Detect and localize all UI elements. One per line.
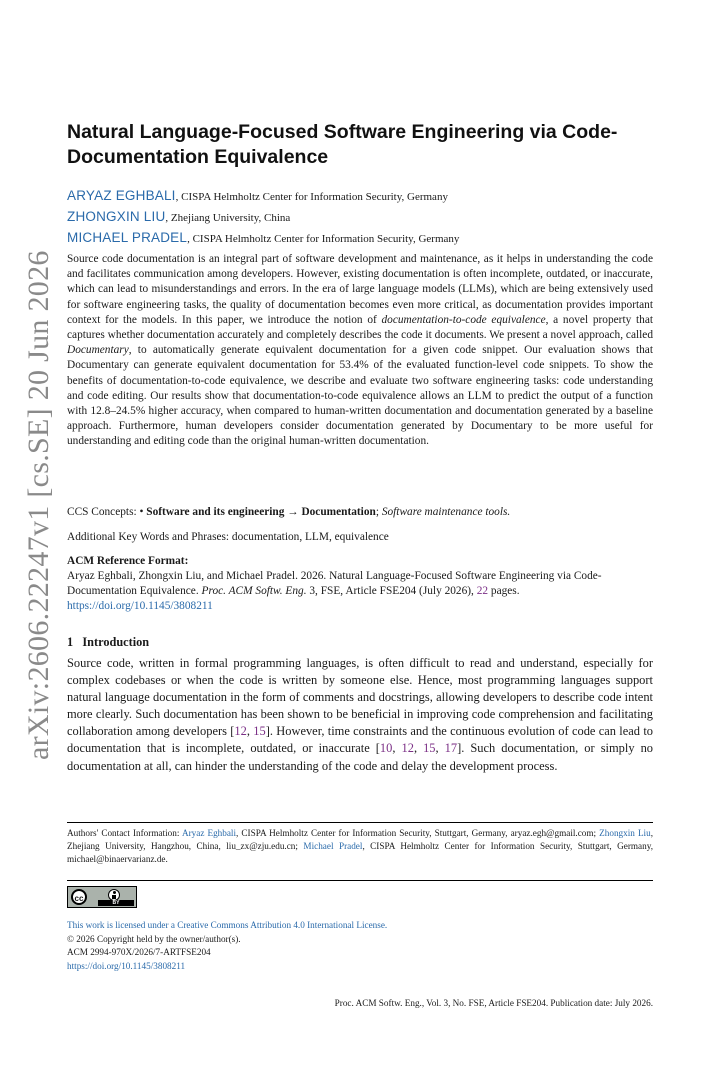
abstract-term: Documentary <box>67 344 129 357</box>
footnote-divider <box>67 822 653 823</box>
page-footer: Proc. ACM Softw. Eng., Vol. 3, No. FSE, Article FSE204. Publication date: July 2026. <box>334 998 653 1008</box>
author-name[interactable]: ARYAZ EGHBALI <box>67 188 176 203</box>
ccs-bullet: • <box>139 506 147 518</box>
ccs-arrow: → <box>284 506 302 518</box>
author-affiliation: , Zhejiang University, China <box>165 212 291 224</box>
acm-reference-text <box>67 569 653 614</box>
reference-journal: Proc. ACM Softw. Eng. <box>201 585 307 597</box>
paragraph-text: ]. However, time constraints and the continuous evolution of code can lead to documentation that is incomplete, outdated, or inaccurate [ <box>67 724 653 756</box>
abstract <box>67 252 653 450</box>
acm-reference-heading: ACM Reference Format: <box>67 555 189 567</box>
citation-link[interactable]: 17 <box>444 741 458 756</box>
author-entry <box>67 228 653 249</box>
author-contact-info <box>67 827 653 866</box>
reference-text: Aryaz Eghbali, Zhongxin Liu, and Michael Pradel. 2026. Natural Language-Focused Software Engineering via Code-Documentation Equivalence. <box>67 570 602 597</box>
reference-text: 3, FSE, Article FSE204 (July 2026), <box>306 585 477 597</box>
citation-separator: , <box>246 724 254 739</box>
section-number: 1 <box>67 635 74 649</box>
contact-details: , CISPA Helmholtz Center for Information Security, Stuttgart, Germany, aryaz.egh@gmail.com; <box>236 828 600 838</box>
ccs-concept: Software and its engineering <box>146 506 285 518</box>
paper-title: Natural Language-Focused Software Engineering via Code-Documentation Equivalence <box>67 121 618 168</box>
author-entry <box>67 207 653 228</box>
contact-author-link[interactable]: Aryaz Eghbali <box>181 828 237 838</box>
author-list <box>67 186 653 249</box>
introduction-section <box>67 634 653 775</box>
author-affiliation: , CISPA Helmholtz Center for Information Security, Germany <box>187 233 460 245</box>
reference-doi-link[interactable]: https://doi.org/10.1145/3808211 <box>67 600 213 612</box>
license-divider <box>67 880 653 881</box>
copyright-notice: © 2026 Copyright held by the owner/author(s). <box>67 933 241 944</box>
introduction-paragraph <box>67 655 653 775</box>
ccs-tools: Software maintenance tools. <box>381 506 511 518</box>
issn-line: ACM 2994-970X/2026/7-ARTFSE204 <box>67 947 211 957</box>
paragraph-text: ]. Such documentation, or simply no documentation at all, can hinder the understanding of the code and delay the development process. <box>67 741 654 773</box>
ccs-concepts <box>67 505 653 520</box>
citation-separator: , <box>413 741 424 756</box>
paragraph-text: Source code, written in formal programming languages, is often difficult to read and understand, especially for complex codebases or when the code is written by someone else. Hence, most programming languages support natural language documentation in the form of comments and docstrings, allowing developers to describe code intent more clearly. Such documentation has been shown to be beneficial in improving code comprehension and facilitating collaboration among developers [ <box>67 656 653 739</box>
citation-link[interactable]: 12 <box>401 741 414 756</box>
citation-link[interactable]: 15 <box>423 741 436 756</box>
contact-author-link[interactable]: Zhongxin Liu <box>599 828 651 838</box>
contact-details: , CISPA Helmholtz Center for Information Security, Stuttgart, Germany, michael@binaervarianz.de. <box>67 841 654 864</box>
citation-link[interactable]: 12 <box>234 724 247 739</box>
abstract-term: documentation-to-code equivalence <box>381 313 546 326</box>
ccs-label: CCS Concepts: <box>67 506 140 518</box>
reference-text: pages. <box>488 585 520 597</box>
creative-commons-by-icon[interactable] <box>67 886 137 908</box>
ccs-separator: ; <box>375 506 382 518</box>
citation-separator: , <box>392 741 402 756</box>
abstract-text: Source code documentation is an integral part of software development and maintenance, as it helps in understanding the code and facilitates communication among developers. However, existing documentation is often incomplete, outdated, or inaccurate, which can lead to misunderstandings and errors. In the era of large language models (LLMs), which are being extensively used for software engineering tasks, the quality of documentation becomes even more critical, as documentation provides important context for the models. In this paper, we introduce the notion of <box>67 253 653 326</box>
citation-link[interactable]: 15 <box>253 724 266 739</box>
keywords: Additional Key Words and Phrases: documentation, LLM, equivalence <box>67 531 389 543</box>
by-label: BY <box>98 900 134 906</box>
section-heading <box>67 634 653 650</box>
license-doi-link[interactable]: https://doi.org/10.1145/3808211 <box>67 960 186 971</box>
reference-page-count-link[interactable]: 22 <box>476 585 489 597</box>
abstract-text: , a novel property that captures whether documentation accurately and completely describes the code it documents. We present a novel approach, called <box>67 313 654 342</box>
contact-author-link[interactable]: Michael Pradel <box>303 841 363 851</box>
abstract-text: , to automatically generate equivalent documentation for a given code snippet. Our evaluation shows that Documentary can generate equivalent documentation for 53.4% of the evaluated function-level code snippets. To show the benefits of documentation-to-code equivalence, we describe and evaluate two software engineering tasks: code understanding and code editing. Our results show that documentation-to-code equivalence allows an LLM to predict the output of a function with 12.8–24.5% higher accuracy, when compared to human-written documentation and documentation generated by a baseline approach. Furthermore, human developers consider documentation generated by Documentary to be more useful for understanding and editing code than the original human-written documentation. <box>67 344 653 448</box>
citation-link[interactable]: 10 <box>379 741 393 756</box>
ccs-subconcept: Documentation <box>301 506 376 518</box>
cc-icon: cc <box>71 889 87 905</box>
arxiv-identifier: arXiv:2606.22247v1 [cs.SE] 20 Jun 2026 <box>22 250 55 760</box>
author-affiliation: , CISPA Helmholtz Center for Information Security, Germany <box>175 191 448 203</box>
license-link[interactable]: This work is licensed under a Creative Commons Attribution 4.0 International License. <box>67 920 388 930</box>
section-title: Introduction <box>82 635 150 649</box>
author-entry <box>67 186 653 207</box>
citation-separator: , <box>435 741 445 756</box>
author-name[interactable]: MICHAEL PRADEL <box>67 230 188 245</box>
contact-details: , Zhejiang University, Hangzhou, China, liu_zx@zju.edu.cn; <box>67 828 653 851</box>
author-name[interactable]: ZHONGXIN LIU <box>67 209 166 224</box>
license-text <box>67 919 653 973</box>
contact-label: Authors' Contact Information: <box>67 828 182 838</box>
license-block <box>67 886 653 973</box>
acm-reference-format <box>67 554 653 614</box>
